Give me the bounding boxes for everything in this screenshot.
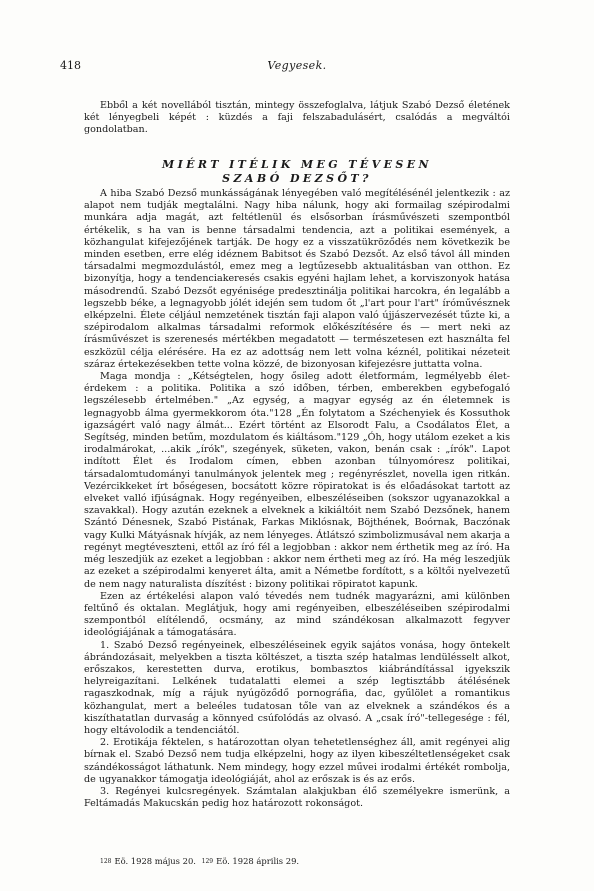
paragraph-4: 1. Szabó Dezső regényeinek, elbeszéléseinek egyik sajátos vonása, hogy öntekelt ábrándozásait, melyekben a tiszta költészet, a tiszta szép hatalmas lendülésselt alkot, erőszakos, kerestetten durva, erotikus, bombasztos kiábrándítással igyekszik helyreigazítani. Lelkének tudatalatti elemei a szép legtisztább átélésének ragaszkodnak, míg a rájuk nyúgöződő pornográfia, dac, gyűlölet a romantikus közhangulat, mert a beleéles tudatosan tőle van az elveknek a szándékos és a kiszíthatatlan durvaság a könnyed csúfolódás az olvasó. A „csak író"-tellegesége : fél, hogy eltávolodik a tendenciától. <box>84 639 510 736</box>
intro-text: Ebből a két novellából tisztán, mintegy összefoglalva, látjuk Szabó Dezső életének két lényegbeli képét : küzdés a faji felszabadulásért, csalódás a megváltói gondolatban. <box>84 100 510 136</box>
paragraph-1: A hiba Szabó Dezső munkásságának lényegében való megítélésénél jelentkezik : az alapot nem tudják megtalálni. Nagy hiba nálunk, hogy aki formailag szépirodalmi munkára adja magát, azt feltétlenül és elsősorban írásművészeti szempontból értékelik, s ha van is benne társadalmi tendencia, azt a politikai események, a közhangulat kifejezőjének tartják. De hogy ez a visszatükröződés nem következik be minden esetben, erre elég idéznem Babitsot és Szabó Dezsőt. Az első távol áll minden társadalmi megmozdulástól, emez meg a legtűzesebb aktualitásban van otthon. Ez bizonyítja, hogy a tendenciakeresés csakis egyéni hajlam lehet, a korviszonyok hatása másodrendű. Szabó Dezsőt egyénisége predesztinálja politikai harcokra, én legalább a legszebb béke, a legnagyobb jólét idején sem tudom őt „l'art pour l'art" íróművésznek elképzelni. Élete céljául nemzetének tisztán faji alapon való újjászervezését tűzte ki, a szépirodalom alkalmas társadalmi reformok előkészítésére és — mert neki az írásművészet is szerenesés mértékben megadatott — természetesen ezt használta fel eszközül célja elérésére. Ha ez az adottság nem lett volna kéznél, politikai nézeteit száraz értekezésekben tette volna közzé, de bizonyosan kifejezésre juttatta volna. <box>84 188 510 370</box>
paragraph-2: Maga mondja : „Kétségtelen, hogy ősileg adott életformám, legmélyebb életérdekem : a politika. Politika a szó időben, térben, emberekben egybefogaló legszélesebb értelmében." „Az egység, a magyar egység az én életemnek is legnagyobb álma gyermekkorom óta."128 „Én folytatom a Széchenyiek és Kossuthok igazságért való nagy álmát... Ezért történt az Elsorodt Falu, a Csodálatos Élet, a Segítség, minden betűm, mozdulatom és kiáltásom."129 „Óh, hogy utálom ezeket a kis irodalmárokat, ...akik „írók", szegények, süketen, vakon, benán csak : „írók". Lapot indított Élet és Irodalom címen, ebben azonban túlnyomóresz politikai, társadalomtudományi tanulmányok jelentek meg ; regényrészlet, novella igen ritkán. Vezércikkeket írt bőségesen, bocsátott közre röpiratokat is és előadásokat tartott az elveket valló ifjúságnak. Hogy regényeiben, elbeszéléseiben (sokszor ugyanazokkal a szavakkal). Hogy azután ezeknek a elveknek a kikiáltóit nem Szabó Dezsőnek, hanem Szántó Dénesnek, Szabó Pistának, Farkas Miklósnak, Böjthének, Boórnak, Baczónak vagy Kulki Mátyásnak hívják, az nem lényeges. Átlátszó szimbolizmusával nem akarja a regényt megtéveszteni, ettől az író fél a legjobban : akkor nem érthetik meg az író. Ha még leszedjük az ezeket a legjobban : akkor nem értheti meg az író. Ha még leszedjük az ezeket a szépirodalmi kenyeret álta, amit a Németbe fordított, s a költői nyelvezetű de nem nagy naturalista díszítést : bizony politikai röpiratot kapunk. <box>84 371 510 590</box>
footnote-1-number: 128 <box>100 858 112 865</box>
page-number: 418 <box>60 59 81 72</box>
main-body <box>84 188 510 810</box>
footnotes <box>100 856 302 867</box>
intro-paragraph <box>84 100 510 137</box>
section-title-line-2: SZABÓ DEZSŐT? <box>222 172 372 185</box>
paragraph-5: 2. Erotikája féktelen, s határozottan olyan tehetetlenséghez áll, amit regényei alig bírnak el. Szabó Dezső nem tudja elképzelni, hogy az ilyen kibeszéltetlenségeket csak szándékosságot láthatunk. Nem mindegy, hogy ezzel művei irodalmi értékét rombolja, de ugyanakkor támogatja ideológiáját, ahol az erőszak is és az erős. <box>84 737 510 785</box>
footnote-2-number: 129 <box>201 858 214 865</box>
running-title: Vegyesek. <box>267 59 327 72</box>
paragraph-6: 3. Regényei kulcsregények. Számtalan alakjukban élő személyekre ismerünk, a Feltámadás Makucskán pedig hoz határozott rokonságot. <box>84 785 510 810</box>
paragraph-3: Ezen az értékelési alapon való tévedés nem tudnék magyarázni, ami különben feltűnő és oktalan. Meglátjuk, hogy ami regényeiben, elbeszéléseiben szépirodalmi szempontból elítélendő, ocsmány, az mind szándékosan alkalmazott fegyver ideológiájának a támogatására. <box>84 590 510 639</box>
footnote-2-text: Eö. 1928 április 29. <box>216 856 300 866</box>
footnote-1-text: Eö. 1928 május 20. <box>114 856 196 866</box>
section-title <box>84 158 510 186</box>
section-title-line-1: MIÉRT ITÉLIK MEG TÉVESEN <box>162 158 432 171</box>
page-header <box>60 58 534 74</box>
